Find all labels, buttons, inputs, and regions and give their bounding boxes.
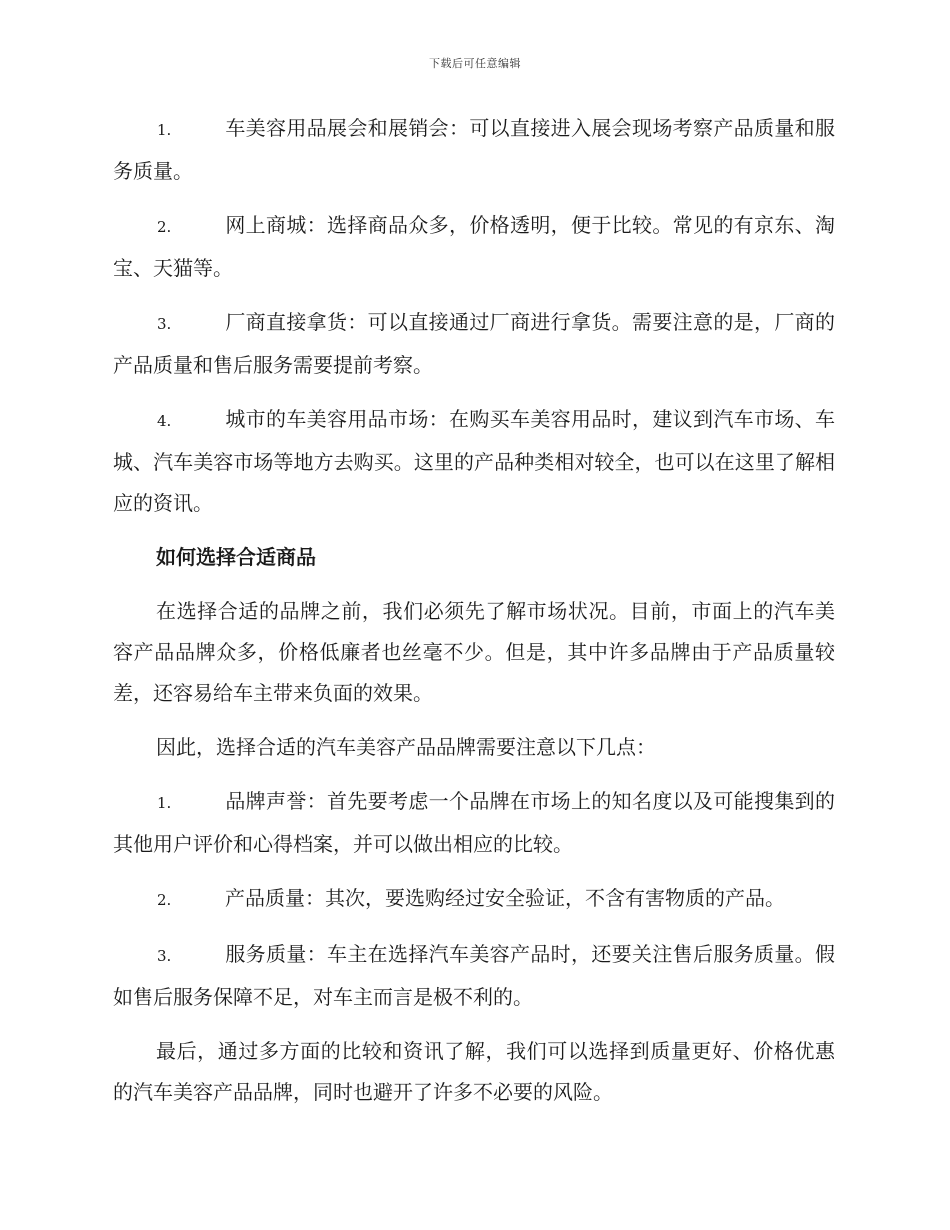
list-number: 3. [157,947,172,965]
list-item [113,108,835,192]
list-text: 网上商城：选择商品众多，价格透明，便于比较。常见的有京东、淘宝、天猫等。 [113,213,835,280]
list-item [113,205,835,289]
list-item [113,934,835,1018]
list-number: 4. [157,412,172,430]
list-text: 服务质量：车主在选择汽车美容产品时，还要关注售后服务质量。假如售后服务保障不足，对车主而言是极不利的。 [113,942,835,1009]
list-text: 厂商直接拿货：可以直接通过厂商进行拿货。需要注意的是，厂商的产品质量和售后服务需要提前考察。 [113,310,835,377]
list-number: 1. [157,121,172,139]
list-text: 产品质量：其次，要选购经过安全验证，不含有害物质的产品。 [225,886,785,910]
list-item [113,878,835,921]
list-text: 品牌声誉：首先要考虑一个品牌在市场上的知名度以及可能搜集到的其他用户评价和心得档案，并可以做出相应的比较。 [113,789,835,856]
conclusion-paragraph: 最后，通过多方面的比较和资讯了解，我们可以选择到质量更好、价格优惠的汽车美容产品品牌，同时也避开了许多不必要的风险。 [113,1039,835,1104]
section-heading: 如何选择合适商品 [156,545,316,569]
page-header: 下载后可任意编辑 [429,57,521,70]
list-item [113,302,835,386]
list-item [113,399,835,524]
list-text: 城市的车美容用品市场：在购买车美容用品时，建议到汽车市场、车城、汽车美容市场等地方去购买。这里的产品种类相对较全，也可以在这里了解相应的资讯。 [113,407,835,515]
list-number: 2. [157,891,172,909]
list-number: 1. [157,794,172,812]
document-body [113,108,835,1126]
list-text: 车美容用品展会和展销会：可以直接进入展会现场考察产品质量和服务质量。 [113,116,835,183]
list-number: 2. [157,218,172,236]
intro-paragraph: 在选择合适的品牌之前，我们必须先了解市场状况。目前，市面上的汽车美容产品品牌众多，价格低廉者也丝毫不少。但是，其中许多品牌由于产品质量较差，还容易给车主带来负面的效果。 [113,599,835,705]
list-number: 3. [157,315,172,333]
lead-paragraph: 因此，选择合适的汽车美容产品品牌需要注意以下几点： [156,735,656,759]
list-item [113,781,835,865]
